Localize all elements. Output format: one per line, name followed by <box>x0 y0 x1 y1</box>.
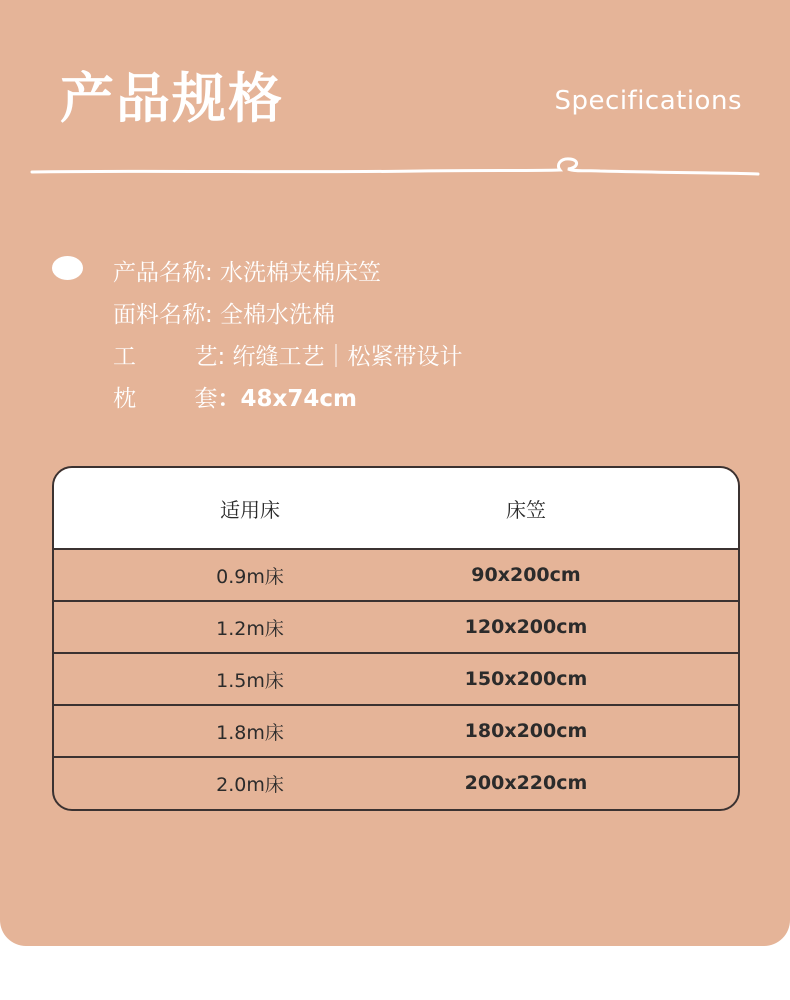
spec-value: ：48x74cm <box>217 386 357 412</box>
bullet-dot-icon <box>52 256 83 280</box>
page-title: 产品规格 <box>60 67 284 130</box>
spec-label: 工 艺 <box>113 344 218 370</box>
spec-fabric-name <box>113 296 335 332</box>
spec-value: : 全棉水洗棉 <box>205 302 336 328</box>
table-header <box>54 468 738 550</box>
size-table <box>52 466 740 811</box>
sheet-size-cell: 200x220cm <box>464 772 588 794</box>
sheet-size-cell: 150x200cm <box>464 668 588 690</box>
spec-product-name <box>113 254 381 290</box>
spec-craft <box>113 338 463 374</box>
spec-value: : 水洗棉夹棉床笠 <box>205 260 382 286</box>
spec-label: 枕 套 <box>113 386 218 412</box>
hand-drawn-divider <box>0 140 790 190</box>
table-row <box>54 706 738 758</box>
column-header-bed: 适用床 <box>220 497 280 522</box>
sheet-size-cell: 180x200cm <box>464 720 588 742</box>
page-subtitle: Specifications <box>554 86 742 116</box>
table-row <box>54 550 738 602</box>
spec-pillowcase <box>113 380 357 416</box>
bed-size-cell: 1.5m床 <box>216 669 284 692</box>
table-row <box>54 758 738 808</box>
bed-size-cell: 0.9m床 <box>216 565 284 588</box>
sheet-size-cell: 120x200cm <box>464 616 588 638</box>
spec-label: 产品名称 <box>113 260 205 286</box>
bed-size-cell: 2.0m床 <box>216 773 284 796</box>
spec-value: : 绗缝工艺｜松紧带设计 <box>217 344 463 370</box>
column-header-fitted-sheet: 床笠 <box>506 497 546 522</box>
bed-size-cell: 1.2m床 <box>216 617 284 640</box>
table-row <box>54 654 738 706</box>
bed-size-cell: 1.8m床 <box>216 721 284 744</box>
spec-label: 面料名称 <box>113 302 205 328</box>
table-row <box>54 602 738 654</box>
sheet-size-cell: 90x200cm <box>471 564 581 586</box>
